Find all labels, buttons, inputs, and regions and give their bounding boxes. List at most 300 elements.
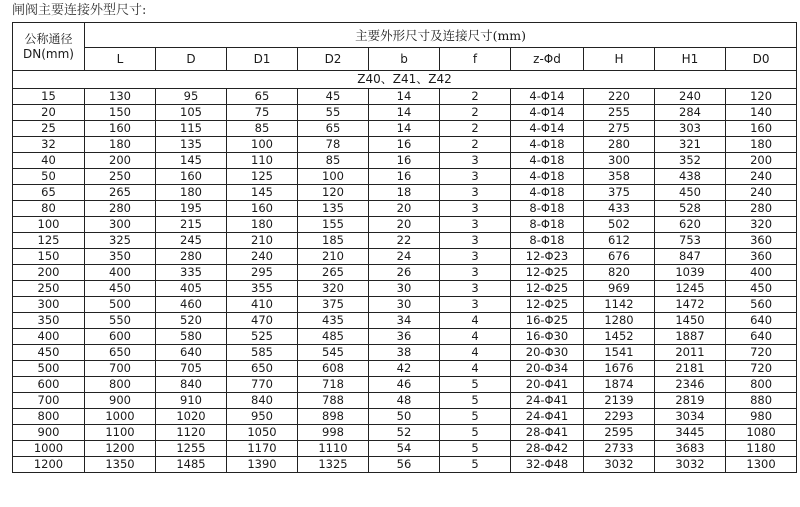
dimension-table	[12, 22, 797, 473]
table-row	[13, 313, 797, 329]
table-cell: 335	[156, 265, 227, 281]
table-cell: 240	[726, 169, 797, 185]
table-cell: 45	[298, 89, 369, 105]
table-cell: 155	[298, 217, 369, 233]
table-cell: 284	[655, 105, 726, 121]
dn-cell: 32	[13, 137, 85, 153]
table-cell: 640	[156, 345, 227, 361]
table-cell: 608	[298, 361, 369, 377]
dn-cell: 800	[13, 409, 85, 425]
table-cell: 1450	[655, 313, 726, 329]
table-cell: 135	[156, 137, 227, 153]
table-cell: 4-Φ18	[511, 137, 584, 153]
table-cell: 3	[440, 185, 511, 201]
table-cell: 20	[369, 201, 440, 217]
table-cell: 720	[726, 361, 797, 377]
dn-cell: 200	[13, 265, 85, 281]
dn-cell: 80	[13, 201, 85, 217]
table-caption: 闸阀主要连接外型尺寸:	[12, 3, 147, 18]
table-cell: 4	[440, 313, 511, 329]
table-cell: 360	[726, 233, 797, 249]
table-cell: 303	[655, 121, 726, 137]
table-cell: 3445	[655, 425, 726, 441]
table-cell: 3	[440, 201, 511, 217]
dn-cell: 700	[13, 393, 85, 409]
table-cell: 130	[85, 89, 156, 105]
table-cell: 280	[156, 249, 227, 265]
table-cell: 2181	[655, 361, 726, 377]
table-cell: 4-Φ14	[511, 121, 584, 137]
series-row	[13, 71, 797, 89]
dn-cell: 900	[13, 425, 85, 441]
table-cell: 998	[298, 425, 369, 441]
table-cell: 210	[227, 233, 298, 249]
table-row	[13, 201, 797, 217]
table-cell: 12-Φ25	[511, 281, 584, 297]
table-cell: 250	[85, 169, 156, 185]
table-cell: 350	[85, 249, 156, 265]
dn-header	[13, 23, 85, 71]
table-cell: 3032	[584, 457, 655, 473]
table-cell: 375	[584, 185, 655, 201]
table-cell: 42	[369, 361, 440, 377]
table-cell: 1110	[298, 441, 369, 457]
table-cell: 2	[440, 105, 511, 121]
dn-cell: 450	[13, 345, 85, 361]
table-cell: 52	[369, 425, 440, 441]
table-cell: 14	[369, 121, 440, 137]
table-cell: 840	[227, 393, 298, 409]
table-cell: 1080	[726, 425, 797, 441]
table-row	[13, 377, 797, 393]
table-cell: 215	[156, 217, 227, 233]
table-cell: 3	[440, 233, 511, 249]
table-cell: 16	[369, 153, 440, 169]
table-cell: 1255	[156, 441, 227, 457]
table-cell: 545	[298, 345, 369, 361]
table-cell: 210	[298, 249, 369, 265]
dn-cell: 600	[13, 377, 85, 393]
column-header: D0	[726, 48, 797, 71]
table-cell: 85	[227, 121, 298, 137]
dn-cell: 25	[13, 121, 85, 137]
dn-cell: 1200	[13, 457, 85, 473]
table-cell: 115	[156, 121, 227, 137]
table-cell: 5	[440, 441, 511, 457]
table-row	[13, 89, 797, 105]
column-header: L	[85, 48, 156, 71]
table-cell: 75	[227, 105, 298, 121]
table-cell: 245	[156, 233, 227, 249]
table-cell: 400	[85, 265, 156, 281]
table-cell: 969	[584, 281, 655, 297]
table-cell: 910	[156, 393, 227, 409]
table-cell: 2733	[584, 441, 655, 457]
table-cell: 2595	[584, 425, 655, 441]
table-cell: 640	[726, 313, 797, 329]
table-cell: 3	[440, 281, 511, 297]
table-cell: 820	[584, 265, 655, 281]
table-cell: 32-Φ48	[511, 457, 584, 473]
table-cell: 1541	[584, 345, 655, 361]
table-cell: 4	[440, 345, 511, 361]
table-row	[13, 345, 797, 361]
table-cell: 753	[655, 233, 726, 249]
table-cell: 195	[156, 201, 227, 217]
dn-cell: 300	[13, 297, 85, 313]
table-row	[13, 169, 797, 185]
table-cell: 100	[227, 137, 298, 153]
table-row	[13, 153, 797, 169]
table-cell: 2293	[584, 409, 655, 425]
table-cell: 528	[655, 201, 726, 217]
table-cell: 8-Φ18	[511, 201, 584, 217]
header-row-columns	[13, 48, 797, 71]
table-row	[13, 265, 797, 281]
table-cell: 450	[726, 281, 797, 297]
table-cell: 325	[85, 233, 156, 249]
table-cell: 525	[227, 329, 298, 345]
table-cell: 502	[584, 217, 655, 233]
table-cell: 433	[584, 201, 655, 217]
table-cell: 100	[298, 169, 369, 185]
table-cell: 1485	[156, 457, 227, 473]
column-header: z-Φd	[511, 48, 584, 71]
column-header: f	[440, 48, 511, 71]
table-cell: 30	[369, 281, 440, 297]
table-cell: 160	[85, 121, 156, 137]
table-cell: 2819	[655, 393, 726, 409]
table-cell: 180	[156, 185, 227, 201]
table-cell: 580	[156, 329, 227, 345]
table-cell: 18	[369, 185, 440, 201]
table-cell: 16	[369, 137, 440, 153]
table-cell: 14	[369, 89, 440, 105]
dn-cell: 1000	[13, 441, 85, 457]
dn-cell: 65	[13, 185, 85, 201]
table-cell: 160	[156, 169, 227, 185]
table-cell: 360	[726, 249, 797, 265]
table-cell: 56	[369, 457, 440, 473]
table-row	[13, 121, 797, 137]
table-cell: 900	[85, 393, 156, 409]
table-cell: 788	[298, 393, 369, 409]
table-cell: 2	[440, 137, 511, 153]
table-cell: 847	[655, 249, 726, 265]
table-cell: 485	[298, 329, 369, 345]
table-cell: 355	[227, 281, 298, 297]
table-cell: 145	[156, 153, 227, 169]
table-cell: 950	[227, 409, 298, 425]
table-cell: 1874	[584, 377, 655, 393]
table-cell: 2	[440, 89, 511, 105]
table-cell: 1350	[85, 457, 156, 473]
table-cell: 265	[298, 265, 369, 281]
table-cell: 180	[726, 137, 797, 153]
table-cell: 3683	[655, 441, 726, 457]
table-cell: 718	[298, 377, 369, 393]
table-cell: 1100	[85, 425, 156, 441]
table-cell: 438	[655, 169, 726, 185]
dn-cell: 500	[13, 361, 85, 377]
table-cell: 3032	[655, 457, 726, 473]
table-cell: 550	[85, 313, 156, 329]
table-cell: 110	[227, 153, 298, 169]
dn-cell: 100	[13, 217, 85, 233]
table-cell: 3034	[655, 409, 726, 425]
table-cell: 4	[440, 329, 511, 345]
column-header: D2	[298, 48, 369, 71]
table-cell: 240	[227, 249, 298, 265]
table-cell: 28-Φ41	[511, 425, 584, 441]
table-cell: 85	[298, 153, 369, 169]
table-cell: 54	[369, 441, 440, 457]
column-header: b	[369, 48, 440, 71]
table-cell: 240	[655, 89, 726, 105]
table-cell: 620	[655, 217, 726, 233]
table-cell: 125	[227, 169, 298, 185]
table-cell: 14	[369, 105, 440, 121]
table-cell: 12-Φ25	[511, 297, 584, 313]
table-cell: 3	[440, 153, 511, 169]
table-cell: 1200	[85, 441, 156, 457]
table-cell: 4-Φ18	[511, 169, 584, 185]
table-cell: 5	[440, 377, 511, 393]
table-cell: 65	[227, 89, 298, 105]
table-cell: 3	[440, 297, 511, 313]
table-cell: 520	[156, 313, 227, 329]
series-label: Z40、Z41、Z42	[13, 71, 797, 89]
table-cell: 95	[156, 89, 227, 105]
table-cell: 4-Φ14	[511, 105, 584, 121]
table-cell: 36	[369, 329, 440, 345]
table-cell: 320	[726, 217, 797, 233]
table-cell: 650	[227, 361, 298, 377]
table-row	[13, 185, 797, 201]
table-cell: 1170	[227, 441, 298, 457]
table-cell: 560	[726, 297, 797, 313]
group-header: 主要外形尺寸及连接尺寸(mm)	[85, 23, 797, 48]
table-cell: 1452	[584, 329, 655, 345]
table-cell: 352	[655, 153, 726, 169]
table-cell: 640	[726, 329, 797, 345]
dn-cell: 50	[13, 169, 85, 185]
table-row	[13, 441, 797, 457]
table-cell: 612	[584, 233, 655, 249]
table-cell: 1050	[227, 425, 298, 441]
table-cell: 705	[156, 361, 227, 377]
table-cell: 300	[584, 153, 655, 169]
table-cell: 4-Φ14	[511, 89, 584, 105]
table-cell: 2011	[655, 345, 726, 361]
dn-cell: 150	[13, 249, 85, 265]
dn-cell: 125	[13, 233, 85, 249]
table-cell: 240	[726, 185, 797, 201]
table-cell: 1676	[584, 361, 655, 377]
table-row	[13, 217, 797, 233]
table-cell: 265	[85, 185, 156, 201]
dn-header-line1: 公称通径	[24, 31, 73, 46]
table-cell: 1390	[227, 457, 298, 473]
table-cell: 800	[85, 377, 156, 393]
table-row	[13, 457, 797, 473]
table-cell: 185	[298, 233, 369, 249]
table-cell: 720	[726, 345, 797, 361]
table-cell: 470	[227, 313, 298, 329]
table-cell: 5	[440, 425, 511, 441]
table-cell: 3	[440, 249, 511, 265]
table-cell: 65	[298, 121, 369, 137]
table-cell: 200	[85, 153, 156, 169]
table-cell: 280	[584, 137, 655, 153]
table-cell: 24	[369, 249, 440, 265]
table-cell: 450	[655, 185, 726, 201]
table-row	[13, 393, 797, 409]
table-cell: 34	[369, 313, 440, 329]
table-cell: 4-Φ18	[511, 185, 584, 201]
table-cell: 280	[726, 201, 797, 217]
table-row	[13, 361, 797, 377]
table-cell: 20-Φ30	[511, 345, 584, 361]
table-cell: 450	[85, 281, 156, 297]
table-cell: 770	[227, 377, 298, 393]
table-cell: 1120	[156, 425, 227, 441]
table-cell: 5	[440, 457, 511, 473]
table-cell: 1472	[655, 297, 726, 313]
table-cell: 320	[298, 281, 369, 297]
table-cell: 30	[369, 297, 440, 313]
table-cell: 3	[440, 265, 511, 281]
table-cell: 120	[298, 185, 369, 201]
table-cell: 435	[298, 313, 369, 329]
table-cell: 120	[726, 89, 797, 105]
table-row	[13, 409, 797, 425]
table-cell: 300	[85, 217, 156, 233]
table-cell: 500	[85, 297, 156, 313]
table-cell: 50	[369, 409, 440, 425]
table-row	[13, 137, 797, 153]
table-cell: 280	[85, 201, 156, 217]
table-cell: 200	[726, 153, 797, 169]
table-cell: 38	[369, 345, 440, 361]
table-cell: 700	[85, 361, 156, 377]
table-cell: 410	[227, 297, 298, 313]
table-cell: 46	[369, 377, 440, 393]
table-cell: 676	[584, 249, 655, 265]
table-cell: 16-Φ25	[511, 313, 584, 329]
table-row	[13, 297, 797, 313]
table-cell: 180	[85, 137, 156, 153]
column-header: H	[584, 48, 655, 71]
dn-cell: 400	[13, 329, 85, 345]
table-cell: 840	[156, 377, 227, 393]
table-cell: 8-Φ18	[511, 233, 584, 249]
table-cell: 105	[156, 105, 227, 121]
table-row	[13, 249, 797, 265]
table-cell: 1180	[726, 441, 797, 457]
table-cell: 1039	[655, 265, 726, 281]
table-cell: 1020	[156, 409, 227, 425]
table-cell: 78	[298, 137, 369, 153]
table-cell: 48	[369, 393, 440, 409]
table-cell: 460	[156, 297, 227, 313]
table-cell: 2346	[655, 377, 726, 393]
table-cell: 275	[584, 121, 655, 137]
table-cell: 12-Φ25	[511, 265, 584, 281]
table-cell: 220	[584, 89, 655, 105]
table-cell: 1887	[655, 329, 726, 345]
table-cell: 5	[440, 393, 511, 409]
table-cell: 16-Φ30	[511, 329, 584, 345]
table-row	[13, 425, 797, 441]
table-cell: 650	[85, 345, 156, 361]
table-row	[13, 329, 797, 345]
table-cell: 150	[85, 105, 156, 121]
table-cell: 24-Φ41	[511, 393, 584, 409]
table-cell: 135	[298, 201, 369, 217]
table-row	[13, 105, 797, 121]
table-cell: 20-Φ41	[511, 377, 584, 393]
table-cell: 160	[227, 201, 298, 217]
table-cell: 16	[369, 169, 440, 185]
table-cell: 375	[298, 297, 369, 313]
table-cell: 800	[726, 377, 797, 393]
table-cell: 55	[298, 105, 369, 121]
dn-cell: 40	[13, 153, 85, 169]
table-cell: 145	[227, 185, 298, 201]
table-cell: 600	[85, 329, 156, 345]
table-cell: 4-Φ18	[511, 153, 584, 169]
table-cell: 2	[440, 121, 511, 137]
table-row	[13, 233, 797, 249]
table-cell: 5	[440, 409, 511, 425]
table-cell: 28-Φ42	[511, 441, 584, 457]
table-cell: 22	[369, 233, 440, 249]
column-header: D1	[227, 48, 298, 71]
header-row-group	[13, 23, 797, 48]
table-cell: 1142	[584, 297, 655, 313]
table-cell: 12-Φ23	[511, 249, 584, 265]
column-header: D	[156, 48, 227, 71]
table-cell: 26	[369, 265, 440, 281]
table-cell: 585	[227, 345, 298, 361]
table-cell: 295	[227, 265, 298, 281]
table-row	[13, 281, 797, 297]
table-cell: 898	[298, 409, 369, 425]
column-header: H1	[655, 48, 726, 71]
dn-cell: 350	[13, 313, 85, 329]
table-cell: 321	[655, 137, 726, 153]
table-cell: 1300	[726, 457, 797, 473]
table-cell: 358	[584, 169, 655, 185]
table-cell: 255	[584, 105, 655, 121]
table-cell: 980	[726, 409, 797, 425]
table-cell: 1280	[584, 313, 655, 329]
dn-header-line2: DN(mm)	[23, 46, 74, 61]
table-cell: 8-Φ18	[511, 217, 584, 233]
table-cell: 24-Φ41	[511, 409, 584, 425]
table-cell: 2139	[584, 393, 655, 409]
table-cell: 140	[726, 105, 797, 121]
dn-cell: 250	[13, 281, 85, 297]
dn-cell: 20	[13, 105, 85, 121]
table-cell: 1000	[85, 409, 156, 425]
table-cell: 3	[440, 217, 511, 233]
table-cell: 180	[227, 217, 298, 233]
table-cell: 160	[726, 121, 797, 137]
table-cell: 880	[726, 393, 797, 409]
table-cell: 1245	[655, 281, 726, 297]
